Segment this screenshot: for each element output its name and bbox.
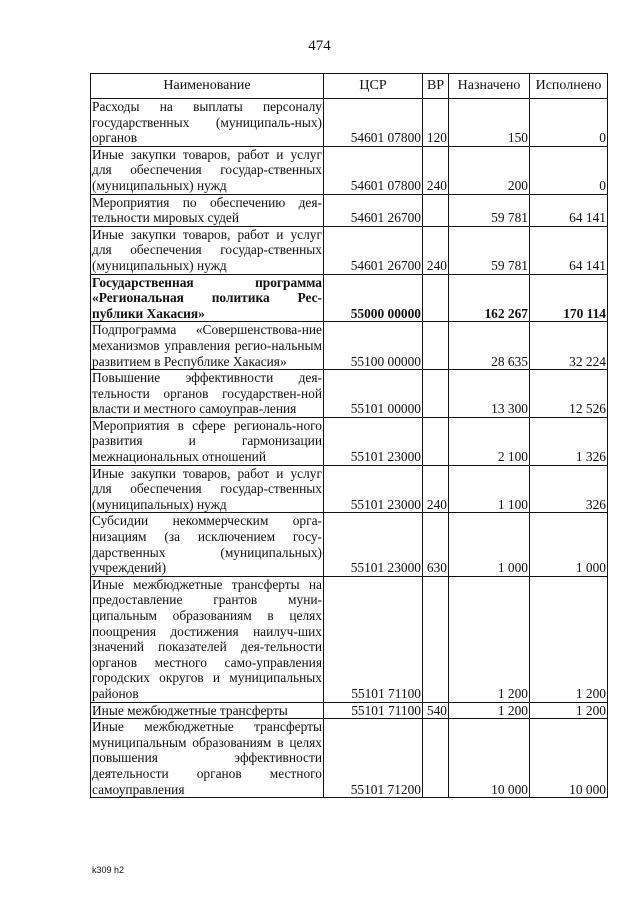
cell-executed: 64 141 [530,226,608,274]
cell-csr: 55101 23000 [324,417,423,465]
cell-vr [423,719,449,798]
cell-executed: 1 000 [530,513,608,576]
cell-csr: 54601 07800 [324,99,423,147]
cell-name: Государственная программа «Региональная политика Рес-публики Хакасия» [92,274,322,321]
cell-assigned: 13 300 [449,370,530,418]
cell-assigned: 28 635 [449,322,530,370]
cell-assigned: 59 781 [449,226,530,274]
cell-vr [423,322,449,370]
cell-name: Расходы на выплаты персоналу государственных (муниципаль-ных) органов [92,99,322,146]
cell-executed: 10 000 [530,719,608,798]
table-body [91,99,608,798]
cell-vr: 240 [423,226,449,274]
cell-executed: 0 [530,99,608,147]
cell-executed: 1 200 [530,702,608,719]
cell-csr: 55101 71200 [324,719,423,798]
cell-executed: 0 [530,146,608,194]
table-row [91,417,608,465]
header-name: Наименование [91,74,324,99]
cell-csr: 55101 23000 [324,465,423,513]
cell-assigned: 2 100 [449,417,530,465]
table-row [91,146,608,194]
cell-executed: 1 326 [530,417,608,465]
header-assigned: Назначено [449,74,530,99]
cell-csr: 54601 26700 [324,194,423,226]
header-vr: ВР [423,74,449,99]
cell-csr: 54601 26700 [324,226,423,274]
cell-vr [423,417,449,465]
cell-assigned: 59 781 [449,194,530,226]
cell-vr: 240 [423,465,449,513]
cell-name: Повышение эффективности дея-тельности органов государствен-ной власти и местного самоуправ-ления [92,370,322,417]
table-row [91,274,608,322]
cell-vr [423,194,449,226]
header-csr: ЦСР [324,74,423,99]
cell-assigned: 1 200 [449,576,530,702]
cell-executed: 12 526 [530,370,608,418]
cell-name: Иные закупки товаров, работ и услуг для обеспечения государ-ственных (муниципальных) нужд [92,465,322,512]
cell-name: Подпрограмма «Совершенствова-ние механизмов управления регио-нальным развитием в Республике Хакасия» [92,322,322,369]
cell-vr [423,274,449,322]
cell-name: Субсидии некоммерческим орга-низациям (за исключением госу-дарственных (муниципальных) учреждений) [92,513,322,576]
cell-name: Иные межбюджетные трансферты муниципальным образованиям в целях повышения эффективности деятельности органов местного самоуправления [92,719,322,797]
table-row [91,226,608,274]
cell-executed: 1 200 [530,576,608,702]
budget-table [90,73,608,798]
cell-vr [423,576,449,702]
cell-vr: 540 [423,702,449,719]
cell-executed: 326 [530,465,608,513]
table-row [91,576,608,702]
cell-executed: 32 224 [530,322,608,370]
cell-vr: 630 [423,513,449,576]
cell-csr: 55101 71100 [324,702,423,719]
page-number: 474 [308,38,331,54]
cell-assigned: 162 267 [449,274,530,322]
cell-name: Иные межбюджетные трансферты на предоставление грантов муни-ципальным образованиям в целях поощрения достижения наилуч-ших значений показателей дея-тельности органов местного само-управления городских округов и муниципальных районов [92,576,322,701]
cell-name: Мероприятия в сфере региональ-ного развития и гармонизации межнациональных отношений [92,417,322,465]
cell-vr: 120 [423,99,449,147]
table-row [91,465,608,513]
cell-name: Иные межбюджетные трансферты [91,702,324,719]
header-executed: Исполнено [530,74,608,99]
cell-assigned: 1 100 [449,465,530,513]
cell-name: Иные закупки товаров, работ и услуг для обеспечения государ-ственных (муниципальных) нужд [92,226,322,273]
table-row [91,194,608,226]
cell-csr: 55101 00000 [324,370,423,418]
cell-vr: 240 [423,146,449,194]
cell-assigned: 1 200 [449,702,530,719]
cell-csr: 55000 00000 [324,274,423,322]
cell-vr [423,370,449,418]
cell-csr: 55101 71100 [324,576,423,702]
cell-csr: 55100 00000 [324,322,423,370]
cell-assigned: 200 [449,146,530,194]
cell-name: Мероприятия по обеспечению дея-тельности мировых судей [92,194,322,226]
table-header-row [91,74,608,99]
table-row [91,719,608,798]
table-row [91,370,608,418]
footer-code: k309 h2 [92,865,125,875]
table-row [91,99,608,147]
cell-assigned: 150 [449,99,530,147]
table-row [91,322,608,370]
cell-name: Иные закупки товаров, работ и услуг для обеспечения государ-ственных (муниципальных) нужд [92,146,322,193]
table-row [91,513,608,576]
cell-assigned: 10 000 [449,719,530,798]
cell-executed: 170 114 [530,274,608,322]
cell-csr: 55101 23000 [324,513,423,576]
cell-assigned: 1 000 [449,513,530,576]
table-row [91,702,608,719]
cell-executed: 64 141 [530,194,608,226]
cell-csr: 54601 07800 [324,146,423,194]
